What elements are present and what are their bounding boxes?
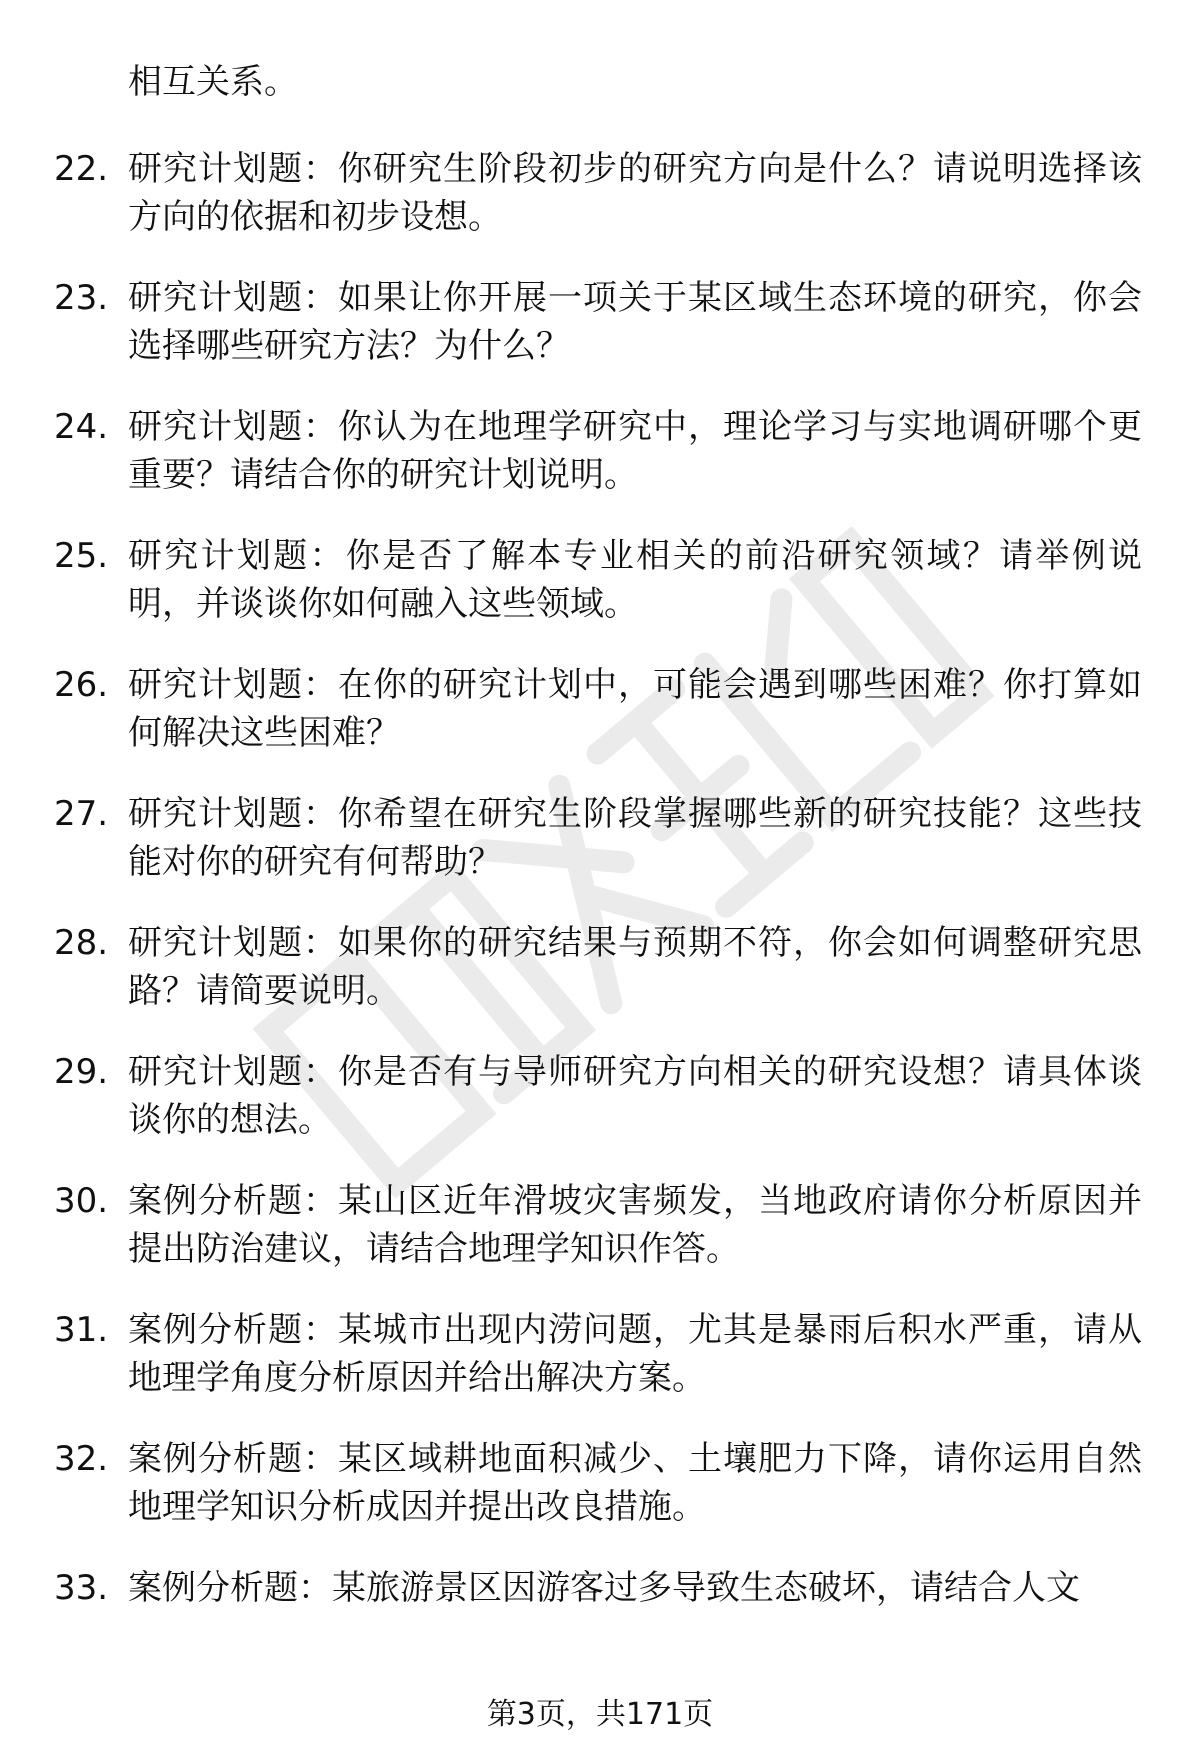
question-number: 25. bbox=[54, 536, 109, 576]
list-item bbox=[0, 661, 1200, 757]
question-number: 33. bbox=[54, 1568, 109, 1608]
question-text: 研究计划题：在你的研究计划中，可能会遇到哪些困难？你打算如何解决这些困难？ bbox=[128, 665, 1142, 753]
question-number: 30. bbox=[54, 1181, 109, 1221]
question-number: 32. bbox=[54, 1439, 109, 1479]
list-item bbox=[0, 1177, 1200, 1273]
list-item bbox=[0, 145, 1200, 241]
continuation-text: 相互关系。 bbox=[128, 62, 298, 102]
question-number: 26. bbox=[54, 665, 109, 705]
question-text: 研究计划题：你是否了解本专业相关的前沿研究领域？请举例说明，并谈谈你如何融入这些领域。 bbox=[128, 536, 1142, 624]
question-text: 研究计划题：如果让你开展一项关于某区域生态环境的研究，你会选择哪些研究方法？为什么？ bbox=[128, 278, 1142, 366]
list-item bbox=[0, 1306, 1200, 1402]
list-item bbox=[0, 790, 1200, 886]
list-item bbox=[0, 403, 1200, 499]
question-text: 研究计划题：你认为在地理学研究中，理论学习与实地调研哪个更重要？请结合你的研究计划说明。 bbox=[128, 407, 1142, 495]
question-text: 案例分析题：某区域耕地面积减少、土壤肥力下降，请你运用自然地理学知识分析成因并提出改良措施。 bbox=[128, 1439, 1142, 1527]
question-number: 22. bbox=[54, 149, 109, 189]
question-text: 案例分析题：某山区近年滑坡灾害频发，当地政府请你分析原因并提出防治建议，请结合地理学知识作答。 bbox=[128, 1181, 1142, 1269]
question-number: 24. bbox=[54, 407, 109, 447]
question-number: 27. bbox=[54, 794, 109, 834]
question-number: 23. bbox=[54, 278, 109, 318]
list-item bbox=[0, 532, 1200, 628]
question-text: 案例分析题：某城市出现内涝问题，尤其是暴雨后积水严重，请从地理学角度分析原因并给出解决方案。 bbox=[128, 1310, 1142, 1398]
question-text: 案例分析题：某旅游景区因游客过多导致生态破坏，请结合人文 bbox=[128, 1568, 1080, 1608]
question-number: 28. bbox=[54, 923, 109, 963]
list-item bbox=[0, 1435, 1200, 1531]
question-number: 31. bbox=[54, 1310, 109, 1350]
question-text: 研究计划题：你是否有与导师研究方向相关的研究设想？请具体谈谈你的想法。 bbox=[128, 1052, 1142, 1140]
page-footer: 第3页，共171页 bbox=[486, 1697, 714, 1732]
question-text: 研究计划题：如果你的研究结果与预期不符，你会如何调整研究思路？请简要说明。 bbox=[128, 923, 1142, 1011]
list-item bbox=[0, 1564, 1200, 1660]
list-item bbox=[0, 1048, 1200, 1144]
question-number: 29. bbox=[54, 1052, 109, 1092]
question-text: 研究计划题：你研究生阶段初步的研究方向是什么？请说明选择该方向的依据和初步设想。 bbox=[128, 149, 1142, 237]
question-text: 研究计划题：你希望在研究生阶段掌握哪些新的研究技能？这些技能对你的研究有何帮助？ bbox=[128, 794, 1142, 882]
list-item bbox=[0, 919, 1200, 1015]
list-item bbox=[0, 274, 1200, 370]
question-list bbox=[0, 145, 1200, 1693]
